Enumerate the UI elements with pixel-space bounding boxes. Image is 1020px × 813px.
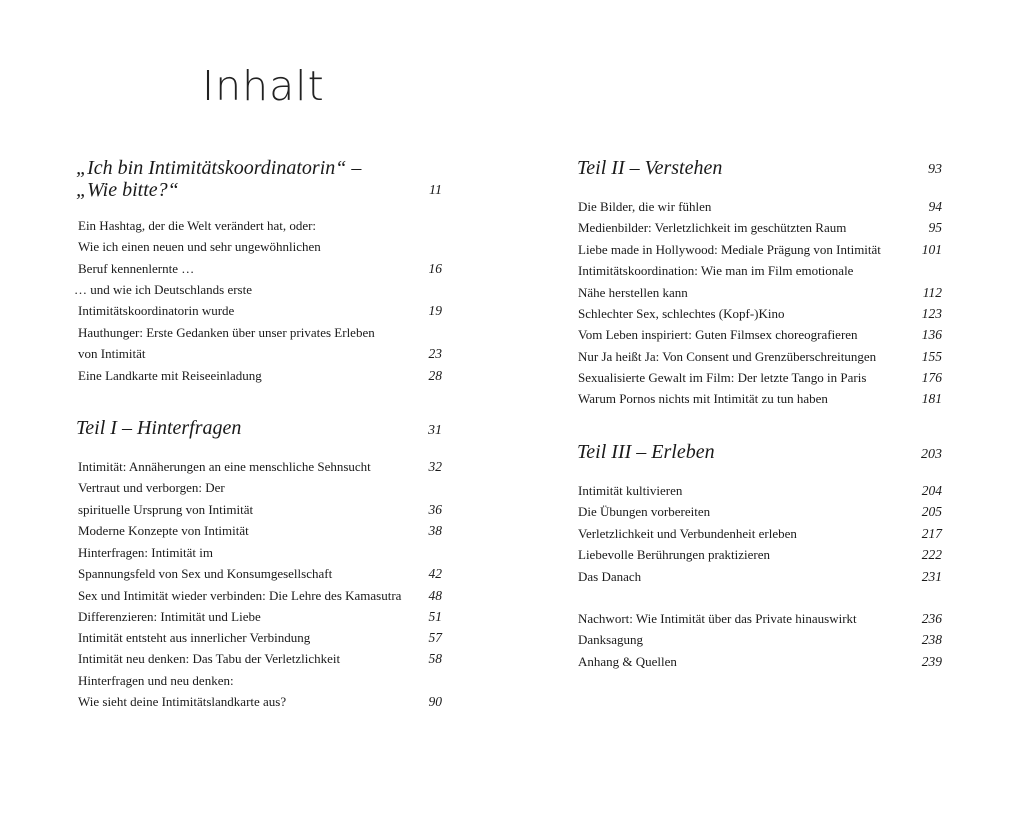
toc-entry-page: 238 [921,632,942,647]
toc-entry-page: 28 [428,368,442,383]
toc-entry-page: 16 [428,261,442,276]
toc-entry[interactable]: von Intimität [78,346,146,361]
toc-entry[interactable]: Vom Leben inspiriert: Guten Filmsex choreografieren [578,327,858,342]
part3-heading[interactable]: Teil III – Erleben [577,441,715,463]
toc-entry[interactable]: Ein Hashtag, der die Welt verändert hat, oder: [78,218,317,233]
intro-heading-line2[interactable]: „Wie bitte?“ [76,179,179,201]
toc-entry[interactable]: Die Bilder, die wir fühlen [578,199,712,214]
toc-entry[interactable]: spirituelle Ursprung von Intimität [78,502,254,517]
toc-entry[interactable]: Anhang & Quellen [578,654,677,669]
part2-heading[interactable]: Teil II – Verstehen [577,157,723,179]
part1-heading[interactable]: Teil I – Hinterfragen [76,417,242,439]
toc-entry[interactable]: Wie ich einen neuen und sehr ungewöhnlichen [78,239,321,254]
toc-entry[interactable]: Hinterfragen und neu denken: [78,673,234,688]
toc-entry[interactable]: Differenzieren: Intimität und Liebe [78,609,261,624]
toc-entry-page: 222 [921,547,942,562]
part2-heading-page: 93 [928,162,942,177]
toc-entry-page: 51 [428,609,442,624]
part3-heading-page: 203 [921,447,942,462]
toc-entry[interactable]: Die Übungen vorbereiten [578,504,711,519]
toc-entry[interactable]: Medienbilder: Verletzlichkeit im geschützten Raum [578,220,847,235]
intro-heading-line1[interactable]: „Ich bin Intimitätskoordinatorin“ – [76,157,362,179]
toc-entry-page: 236 [921,611,942,626]
toc-entry[interactable]: Intimität kultivieren [578,483,683,498]
toc-entry-page: 136 [921,327,942,342]
toc-entry-page: 48 [428,588,442,603]
toc-entry[interactable]: Beruf kennenlernte … [78,261,195,276]
toc-entry-page: 112 [922,285,942,300]
toc-entry[interactable]: Warum Pornos nichts mit Intimität zu tun haben [578,391,828,406]
toc-entry[interactable]: Intimität neu denken: Das Tabu der Verletzlichkeit [78,651,341,666]
toc-entry-page: 90 [428,694,442,709]
toc-entry-page: 42 [428,566,442,581]
part1-heading-page: 31 [428,423,442,438]
toc-entry[interactable]: Nähe herstellen kann [578,285,688,300]
toc-entry[interactable]: Intimität: Annäherungen an eine menschliche Sehnsucht [78,459,371,474]
toc-entry-page: 95 [928,220,942,235]
toc-entry-page: 205 [921,504,942,519]
toc-entry[interactable]: Liebe made in Hollywood: Mediale Prägung von Intimität [578,242,881,257]
toc-entry[interactable]: Wie sieht deine Intimitätslandkarte aus? [78,694,287,709]
toc-entry-page: 19 [428,303,442,318]
toc-entry-page: 231 [921,569,942,584]
toc-entry-page: 57 [428,630,442,645]
toc-entry-page: 101 [921,242,942,257]
toc-entry-page: 38 [428,523,442,538]
page-title: Inhalt [202,62,325,110]
toc-entry-page: 204 [921,483,942,498]
toc-entry-page: 217 [921,526,942,541]
toc-entry[interactable]: … und wie ich Deutschlands erste [74,282,252,297]
toc-entry[interactable]: Intimitätskoordination: Wie man im Film emotionale [578,263,854,278]
toc-entry-page: 239 [921,654,942,669]
toc-entry[interactable]: Intimitätskoordinatorin wurde [78,303,235,318]
toc-entry[interactable]: Nur Ja heißt Ja: Von Consent und Grenzüberschreitungen [578,349,877,364]
toc-entry[interactable]: Hauthunger: Erste Gedanken über unser privates Erleben [78,325,375,340]
toc-entry[interactable]: Schlechter Sex, schlechtes (Kopf-)Kino [578,306,785,321]
toc-entry[interactable]: Danksagung [578,632,643,647]
toc-entry[interactable]: Eine Landkarte mit Reiseeinladung [78,368,262,383]
toc-entry-page: 32 [428,459,442,474]
toc-entry[interactable]: Nachwort: Wie Intimität über das Private hinauswirkt [578,611,857,626]
toc-entry[interactable]: Spannungsfeld von Sex und Konsumgesellschaft [78,566,333,581]
toc-entry-page: 181 [921,391,942,406]
toc-entry[interactable]: Intimität entsteht aus innerlicher Verbindung [78,630,311,645]
toc-entry-page: 58 [428,651,442,666]
toc-entry-page: 155 [921,349,942,364]
toc-entry-page: 176 [921,370,942,385]
toc-entry[interactable]: Moderne Konzepte von Intimität [78,523,249,538]
toc-entry[interactable]: Sexualisierte Gewalt im Film: Der letzte Tango in Paris [578,370,867,385]
toc-entry-page: 94 [928,199,942,214]
toc-entry[interactable]: Vertraut und verborgen: Der [78,480,225,495]
toc-entry-page: 23 [428,346,442,361]
toc-entry[interactable]: Liebevolle Berührungen praktizieren [578,547,771,562]
toc-entry[interactable]: Das Danach [578,569,642,584]
toc-entry[interactable]: Verletzlichkeit und Verbundenheit erleben [578,526,797,541]
toc-entry[interactable]: Hinterfragen: Intimität im [78,545,214,560]
intro-heading-page: 11 [429,183,442,198]
toc-entry-page: 36 [428,502,442,517]
toc-entry-page: 123 [921,306,942,321]
toc-entry[interactable]: Sex und Intimität wieder verbinden: Die Lehre des Kamasutra [78,588,402,603]
